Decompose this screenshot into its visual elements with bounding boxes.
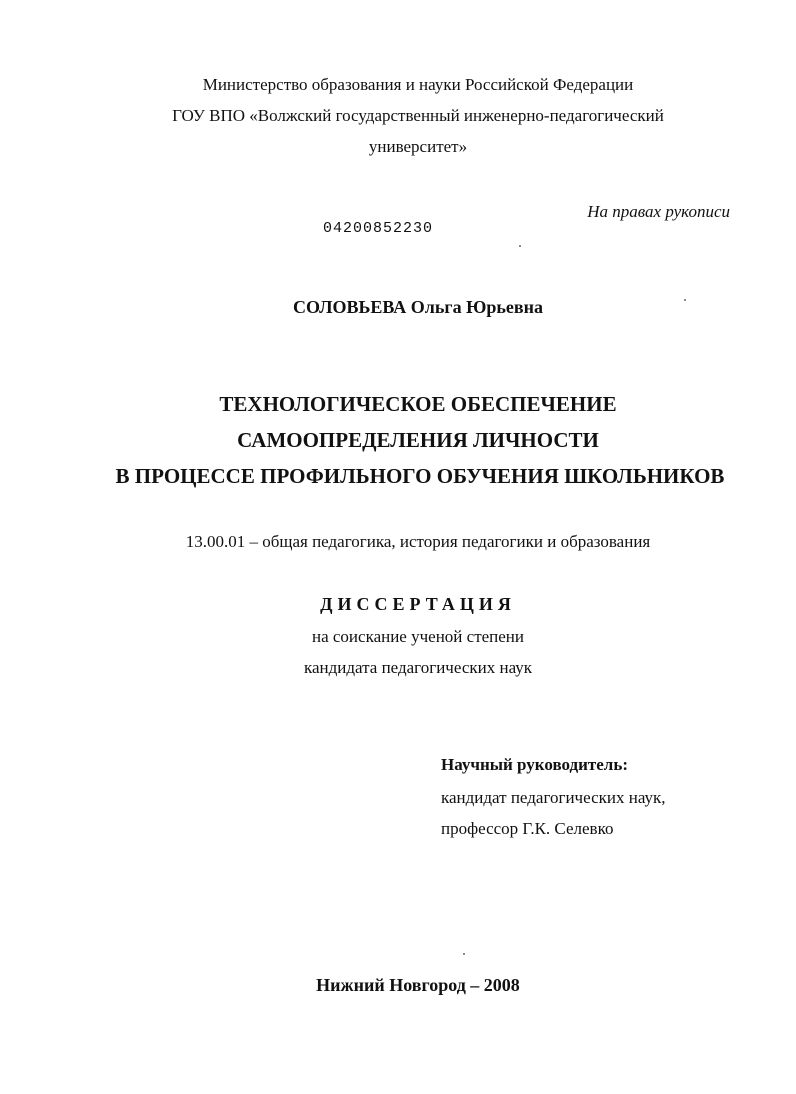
university-name-line2: университет» — [368, 137, 468, 156]
specialty-code: 13.00.01 – общая педагогика, история педагогики и образования — [185, 532, 651, 551]
scan-speck — [463, 953, 465, 955]
supervisor-degree: кандидат педагогических наук, — [441, 788, 666, 807]
degree-line2: кандидата педагогических наук — [303, 658, 533, 677]
university-name-line1: ГОУ ВПО «Волжский государственный инженерно-педагогический — [172, 106, 664, 125]
rights-note: На правах рукописи — [587, 202, 730, 221]
dissertation-label: ДИССЕРТАЦИЯ — [320, 594, 516, 614]
dissertation-title-line1: ТЕХНОЛОГИЧЕСКОЕ ОБЕСПЕЧЕНИЕ — [219, 392, 617, 416]
place-year: Нижний Новгород – 2008 — [316, 975, 520, 995]
dissertation-title-line3: В ПРОЦЕССЕ ПРОФИЛЬНОГО ОБУЧЕНИЯ ШКОЛЬНИКОВ — [115, 464, 725, 488]
library-code: 04200852230 — [323, 220, 434, 237]
supervisor-name: профессор Г.К. Селевко — [441, 819, 614, 838]
supervisor-heading: Научный руководитель: — [441, 755, 628, 774]
degree-line1: на соискание ученой степени — [311, 627, 525, 646]
author-name: СОЛОВЬЕВА Ольга Юрьевна — [293, 297, 543, 317]
ministry-name: Министерство образования и науки Российской Федерации — [202, 75, 634, 94]
dissertation-title-line2: САМООПРЕДЕЛЕНИЯ ЛИЧНОСТИ — [237, 428, 599, 452]
scan-speck — [519, 245, 521, 247]
